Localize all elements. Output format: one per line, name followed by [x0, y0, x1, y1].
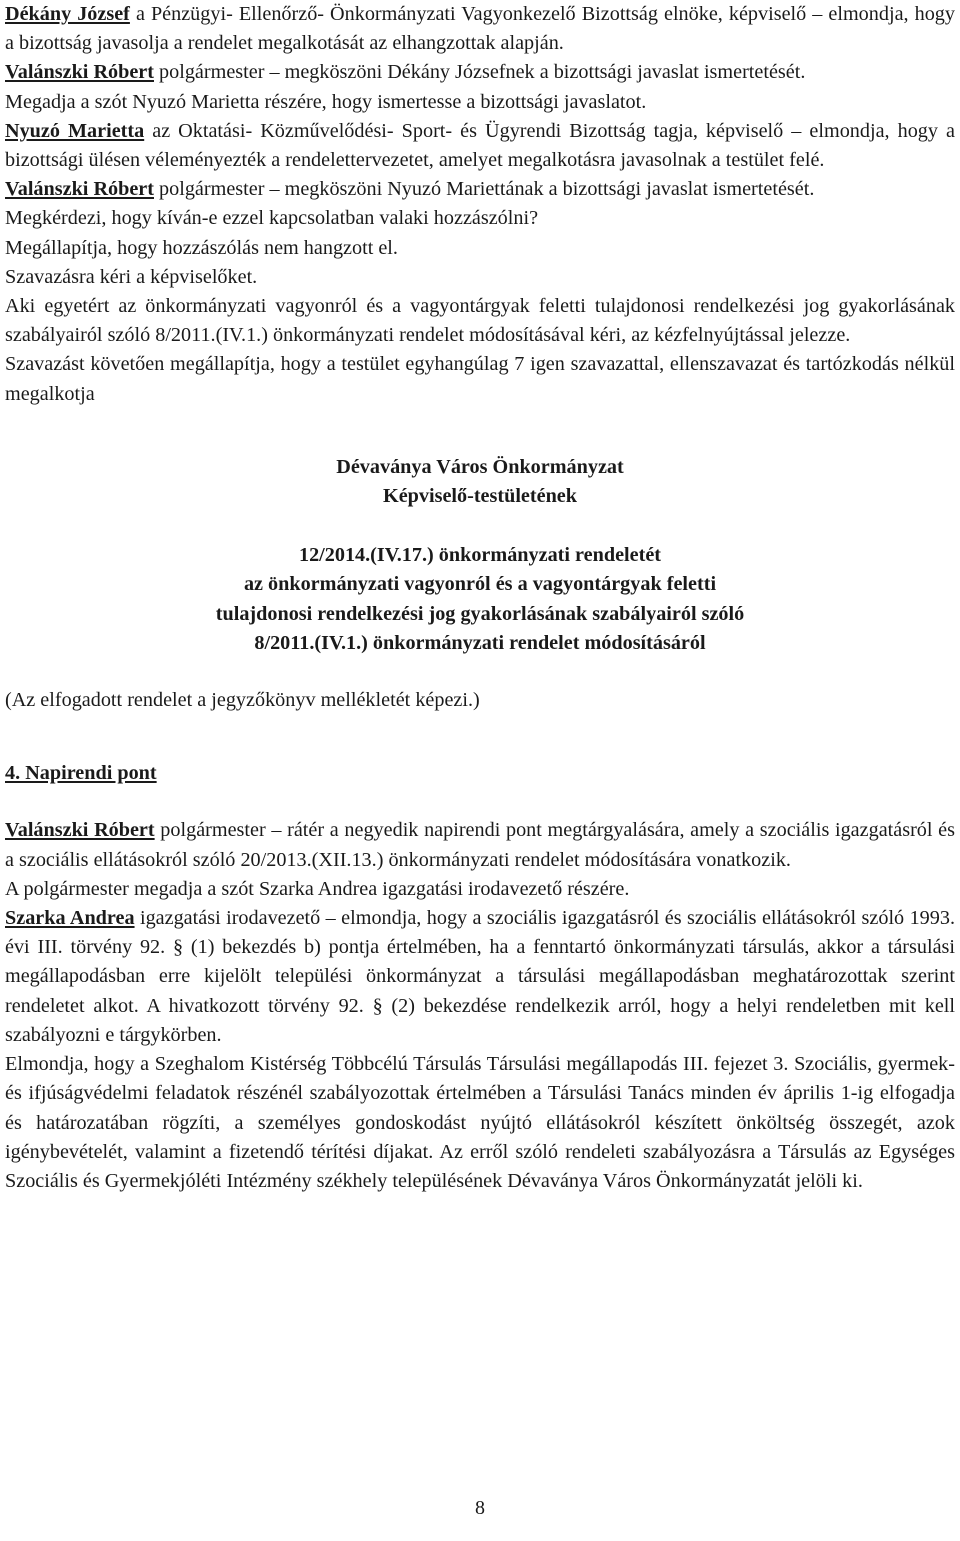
speaker-name: Valánszki Róbert	[5, 819, 155, 842]
top-section	[5, 0, 955, 409]
paragraph-text: polgármester – megköszöni Nyuzó Mariettának a bizottsági javaslat ismertetését.	[154, 178, 815, 201]
paragraph	[5, 0, 955, 58]
paragraph-text: A polgármester megadja a szót Szarka Andrea igazgatási irodavezető részére.	[5, 877, 630, 900]
decree-block	[5, 453, 955, 715]
paragraph	[5, 816, 955, 874]
spacer	[5, 715, 955, 759]
paragraph-text: Megállapítja, hogy hozzászólás nem hangzott el.	[5, 236, 398, 259]
section-heading-text: 4. Napirendi pont	[5, 762, 157, 785]
paragraph	[5, 58, 955, 87]
paragraph-text: Megadja a szót Nyuzó Marietta részére, hogy ismertesse a bizottsági javaslatot.	[5, 90, 647, 113]
paragraph	[5, 350, 955, 408]
decree-note: (Az elfogadott rendelet a jegyzőkönyv mellékletét képezi.)	[5, 689, 480, 712]
paragraph	[5, 234, 955, 263]
spacer	[5, 511, 955, 541]
page-number: 8	[475, 1497, 485, 1519]
paragraph	[5, 204, 955, 233]
spacer	[5, 658, 955, 686]
speaker-name: Valánszki Róbert	[5, 61, 154, 84]
decree-issuer: Képviselő-testületének	[383, 485, 577, 508]
spacer	[5, 409, 955, 453]
paragraph	[5, 1050, 955, 1196]
paragraph-text: Megkérdezi, hogy kíván-e ezzel kapcsolatban valaki hozzászólni?	[5, 207, 539, 230]
paragraph	[5, 117, 955, 175]
decree-issuer: Dévaványa Város Önkormányzat	[336, 455, 624, 478]
decree-title: 8/2011.(IV.1.) önkormányzati rendelet módosításáról	[254, 631, 706, 654]
paragraph-text: polgármester – megköszöni Dékány Józsefnek a bizottsági javaslat ismertetését.	[154, 61, 806, 84]
paragraph-text: Elmondja, hogy a Szeghalom Kistérség Többcélú Társulás Társulási megállapodás III. fejezet 3. Szociális, gyermek- és ifjúságvédelmi feladatok részénél szabályozottak értelmében a Társulási Tanács minden év április 1-ig elfogadja és határozatában rögzíti, a személyes gondoskodást nyújtó ellátásokról készített önköltség összegét, azok igénybevételét, valamint a fizetendő térítési díjakat. Az erről szóló rendeleti szabályozásra a Társulás az Egységes Szociális és Gyermekjóléti Intézmény székhely településének Dévaványa Város Önkormányzatát jelöli ki.	[5, 1053, 955, 1192]
decree-title: tulajdonosi rendelkezési jog gyakorlásának szabályairól szóló	[215, 602, 745, 625]
speaker-name: Valánszki Róbert	[5, 178, 154, 201]
paragraph-text: Szavazást követően megállapítja, hogy a testület egyhangúlag 7 igen szavazattal, ellenszavazat és tartózkodás nélkül megalkotja	[5, 353, 955, 405]
bottom-section	[5, 816, 955, 1196]
paragraph	[5, 904, 955, 1050]
paragraph-text: a Pénzügyi- Ellenőrző- Önkormányzati Vagyonkezelő Bizottság elnöke, képviselő – elmondja, hogy a bizottság javasolja a rendelet megalkotását az elhangzottak alapján.	[5, 3, 955, 55]
paragraph	[5, 88, 955, 117]
paragraph-text: Szavazásra kéri a képviselőket.	[5, 265, 258, 288]
paragraph-text: Aki egyetért az önkormányzati vagyonról és a vagyontárgyak feletti tulajdonosi rendelkezési jog gyakorlásának szabályairól szóló 8/2011.(IV.1.) önkormányzati rendelet módosításával kéri, az kézfelnyújtással jelezze.	[5, 295, 955, 347]
speaker-name: Nyuzó Marietta	[5, 119, 145, 142]
paragraph-text: polgármester – rátér a negyedik napirendi pont megtárgyalására, amely a szociális igazgatásról és a szociális ellátásokról szóló 20/2013.(XII.13.) önkormányzati rendelet módosítására vonatkozik.	[5, 819, 955, 871]
spacer	[5, 788, 955, 816]
decree-title: 12/2014.(IV.17.) önkormányzati rendeletét	[298, 544, 662, 567]
document-page	[5, 0, 955, 1196]
paragraph	[5, 175, 955, 204]
paragraph	[5, 263, 955, 292]
paragraph-text: igazgatási irodavezető – elmondja, hogy a szociális igazgatásról és szociális ellátásokról szóló 1993. évi III. törvény 92. § (1) bekezdés b) pontja értelmében, ha a fenntartó önkormányzati társulás, akkor a társulási megállapodásban erre kijelölt települési önkormányzat a társulási megállapodásban meghatározottak szerint rendeletet alkot. A hivatkozott törvény 92. § (2) bekezdése rendelkezik arról, hogy a helyi rendeletben mit kell szabályozni e tárgykörben.	[5, 907, 955, 1046]
section-heading	[5, 759, 955, 788]
paragraph	[5, 875, 955, 904]
paragraph	[5, 292, 955, 350]
decree-title: az önkormányzati vagyonról és a vagyontárgyak feletti	[243, 573, 717, 596]
speaker-name: Szarka Andrea	[5, 907, 135, 930]
paragraph-text: az Oktatási- Közművelődési- Sport- és Ügyrendi Bizottság tagja, képviselő – elmondja, hogy a bizottsági ülésen véleményezték a rendelettervezetet, amelyet megalkotásra javasolnak a testület felé.	[5, 119, 955, 172]
speaker-name: Dékány József	[5, 3, 130, 25]
